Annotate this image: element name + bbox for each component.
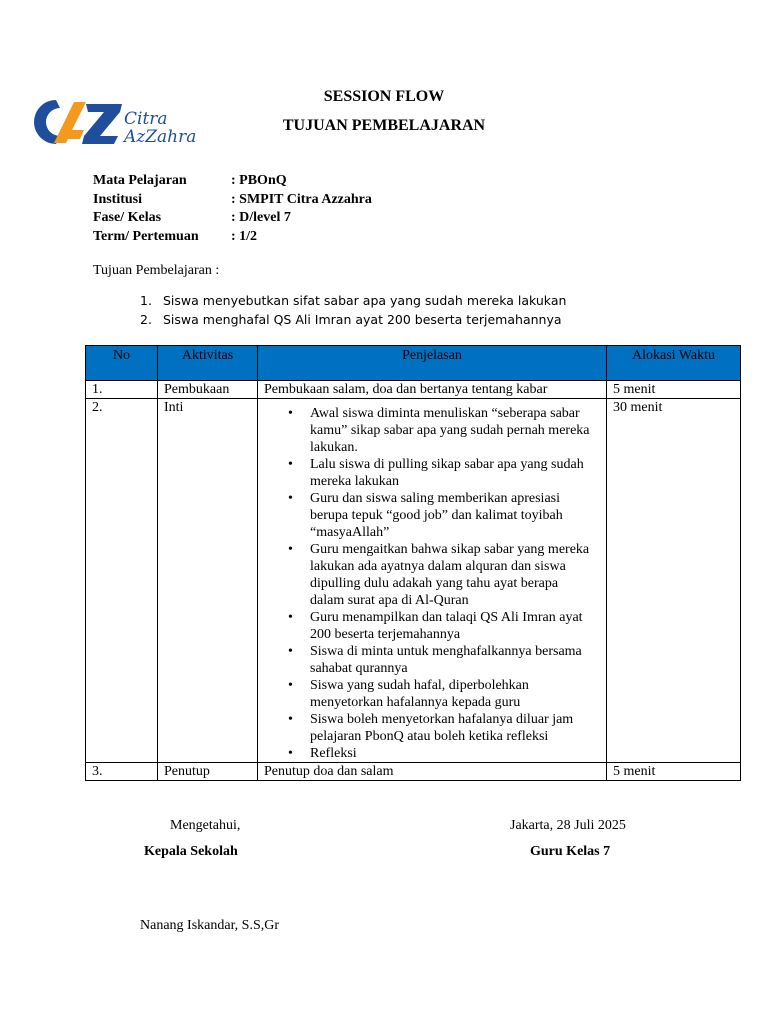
cell-time: 5 menit [607,381,741,399]
header-time: Alokasi Waktu [607,346,741,381]
meta-label: Mata Pelajaran [93,173,187,188]
meta-row-institution [93,191,372,210]
place-date: Jakarta, 28 Juli 2025 [510,818,626,833]
meta-label: Institusi [93,191,143,207]
table-row [86,763,741,781]
objective-text: Siswa menghafal QS Ali Imran ayat 200 beserta terjemahannya [163,312,562,327]
principal-role: Kepala Sekolah [144,844,238,859]
table-row [86,399,741,763]
meta-value: : PBOnQ [231,173,287,188]
list-item: • Siswa boleh menyetorkan hafalanya diluar jam pelajaran PbonQ atau boleh ketika refleksi [264,711,600,745]
cell-time: 5 menit [607,763,741,781]
list-item: • Siswa di minta untuk menghafalkannya bersama sahabat qurannya [264,643,600,677]
cell-time: 30 menit [607,399,741,763]
table-row [86,381,741,399]
cell-activity: Penutup [158,763,258,781]
subject-info [93,172,372,246]
list-item: • Refleksi [264,745,600,762]
objective-text: Siswa menyebutkan sifat sabar apa yang sudah mereka lakukan [163,293,567,308]
meta-value: : SMPIT Citra Azzahra [231,191,372,207]
meta-value: : 1/2 [231,228,258,244]
logo-text-line2: AzZahra [124,127,197,147]
list-item: • Siswa yang sudah hafal, diperbolehkan menyetorkan hafalannya kepada guru [264,677,600,711]
cell-no: 2. [86,399,158,763]
list-item: • Guru dan siswa saling memberikan apresiasi berupa tepuk “good job” dan kalimat toyibah “masyaAllah” [264,490,600,541]
list-item: • Guru menampilkan dan talaqi QS Ali Imran ayat 200 beserta terjemahannya [264,609,600,643]
session-flow-table [85,345,741,781]
principal-name: Nanang Iskandar, S.S,Gr [140,918,280,933]
table-header-row [86,346,741,381]
meta-label: Term/ Pertemuan [93,228,199,244]
teacher-role: Guru Kelas 7 [530,844,611,859]
meta-row-term [93,228,372,247]
meta-value: : D/level 7 [231,210,291,225]
cell-activity: Pembukaan [158,381,258,399]
objective-number: 1. [140,293,152,308]
objective-item [140,310,566,329]
cell-explanation: Penutup doa dan salam [258,763,607,781]
logo-text-line1: Citra [124,109,168,129]
meta-label: Fase/ Kelas [93,210,162,225]
header-explanation: Penjelasan [258,346,607,381]
objective-number: 2. [140,312,152,327]
list-item: • Guru mengaitkan bahwa sikap sabar yang mereka lakukan ada ayatnya dalam alquran dan siswa dipulling dulu adakah yang tahu ayat berapa dalam surat apa di Al-Quran [264,541,600,609]
document-subtitle: TUJUAN PEMBELAJARAN [282,117,486,134]
cell-explanation: Pembukaan salam, doa dan bertanya tentang kabar [258,381,607,399]
objectives-list [140,291,566,329]
meta-row-subject [93,172,372,191]
cell-no: 1. [86,381,158,399]
meta-row-class [93,209,372,228]
objectives-heading: Tujuan Pembelajaran : [93,263,220,278]
cell-explanation [258,399,607,763]
core-activity-list [264,399,600,762]
document-title: SESSION FLOW [323,88,445,105]
acknowledged-label: Mengetahui, [170,818,241,833]
list-item: • Awal siswa diminta menuliskan “seberapa sabar kamu” sikap sabar apa yang sudah pernah mereka lakukan. [264,405,600,456]
header-no: No [86,346,158,381]
cell-no: 3. [86,763,158,781]
objective-item [140,291,566,310]
list-item: • Lalu siswa di pulling sikap sabar apa yang sudah mereka lakukan [264,456,600,490]
cell-activity: Inti [158,399,258,763]
header-activity: Aktivitas [158,346,258,381]
